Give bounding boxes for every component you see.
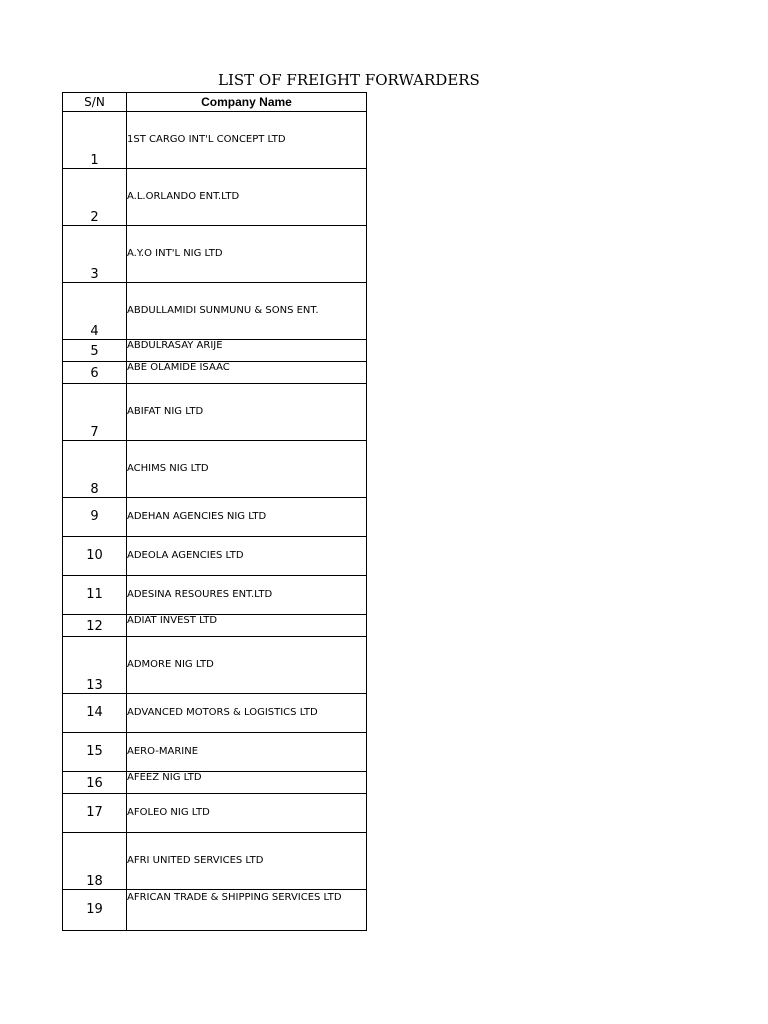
table-row	[63, 615, 367, 637]
table-row	[63, 890, 367, 931]
header-sn: S/N	[63, 93, 127, 112]
table-row	[63, 833, 367, 890]
row-company-name: ABDULLAMIDI SUNMUNU & SONS ENT.	[127, 283, 367, 340]
row-sn: 17	[63, 794, 127, 833]
table-row	[63, 637, 367, 694]
row-company-name: AFRICAN TRADE & SHIPPING SERVICES LTD	[127, 890, 367, 931]
row-company-name: AFRI UNITED SERVICES LTD	[127, 833, 367, 890]
table-row	[63, 733, 367, 772]
freight-forwarders-table	[62, 92, 367, 931]
row-sn: 18	[63, 833, 127, 890]
table-row	[63, 362, 367, 384]
table-row	[63, 384, 367, 441]
row-sn: 12	[63, 615, 127, 637]
table-row	[63, 441, 367, 498]
row-company-name: ABDULRASAY ARIJE	[127, 340, 367, 362]
table-row	[63, 112, 367, 169]
row-company-name: 1ST CARGO INT'L CONCEPT LTD	[127, 112, 367, 169]
row-sn: 3	[63, 226, 127, 283]
table-row	[63, 226, 367, 283]
title-container	[62, 70, 480, 92]
row-company-name: ADVANCED MOTORS & LOGISTICS LTD	[127, 694, 367, 733]
page-title: LIST OF FREIGHT FORWARDERS	[218, 71, 480, 89]
table-row	[63, 283, 367, 340]
table-row	[63, 772, 367, 794]
row-company-name: AERO-MARINE	[127, 733, 367, 772]
table-row	[63, 794, 367, 833]
header-row	[63, 93, 367, 112]
table-row	[63, 694, 367, 733]
row-sn: 9	[63, 498, 127, 537]
row-sn: 5	[63, 340, 127, 362]
row-company-name: AFOLEO NIG LTD	[127, 794, 367, 833]
row-company-name: ABE OLAMIDE ISAAC	[127, 362, 367, 384]
row-company-name: ADIAT INVEST LTD	[127, 615, 367, 637]
row-company-name: ADMORE NIG LTD	[127, 637, 367, 694]
row-company-name: ADEOLA AGENCIES LTD	[127, 537, 367, 576]
table-row	[63, 576, 367, 615]
row-sn: 7	[63, 384, 127, 441]
row-company-name: AFEEZ NIG LTD	[127, 772, 367, 794]
row-company-name: A.Y.O INT'L NIG LTD	[127, 226, 367, 283]
row-sn: 2	[63, 169, 127, 226]
row-company-name: ACHIMS NIG LTD	[127, 441, 367, 498]
row-sn: 11	[63, 576, 127, 615]
header-company-name: Company Name	[127, 93, 367, 112]
row-sn: 8	[63, 441, 127, 498]
row-sn: 15	[63, 733, 127, 772]
row-sn: 4	[63, 283, 127, 340]
row-sn: 14	[63, 694, 127, 733]
table-row	[63, 537, 367, 576]
row-sn: 10	[63, 537, 127, 576]
row-company-name: ABIFAT NIG LTD	[127, 384, 367, 441]
row-company-name: A.L.ORLANDO ENT.LTD	[127, 169, 367, 226]
table-row	[63, 340, 367, 362]
row-sn: 19	[63, 890, 127, 931]
row-sn: 16	[63, 772, 127, 794]
row-sn: 1	[63, 112, 127, 169]
table-row	[63, 169, 367, 226]
row-company-name: ADESINA RESOURES ENT.LTD	[127, 576, 367, 615]
row-sn: 6	[63, 362, 127, 384]
row-company-name: ADEHAN AGENCIES NIG LTD	[127, 498, 367, 537]
table-row	[63, 498, 367, 537]
row-sn: 13	[63, 637, 127, 694]
